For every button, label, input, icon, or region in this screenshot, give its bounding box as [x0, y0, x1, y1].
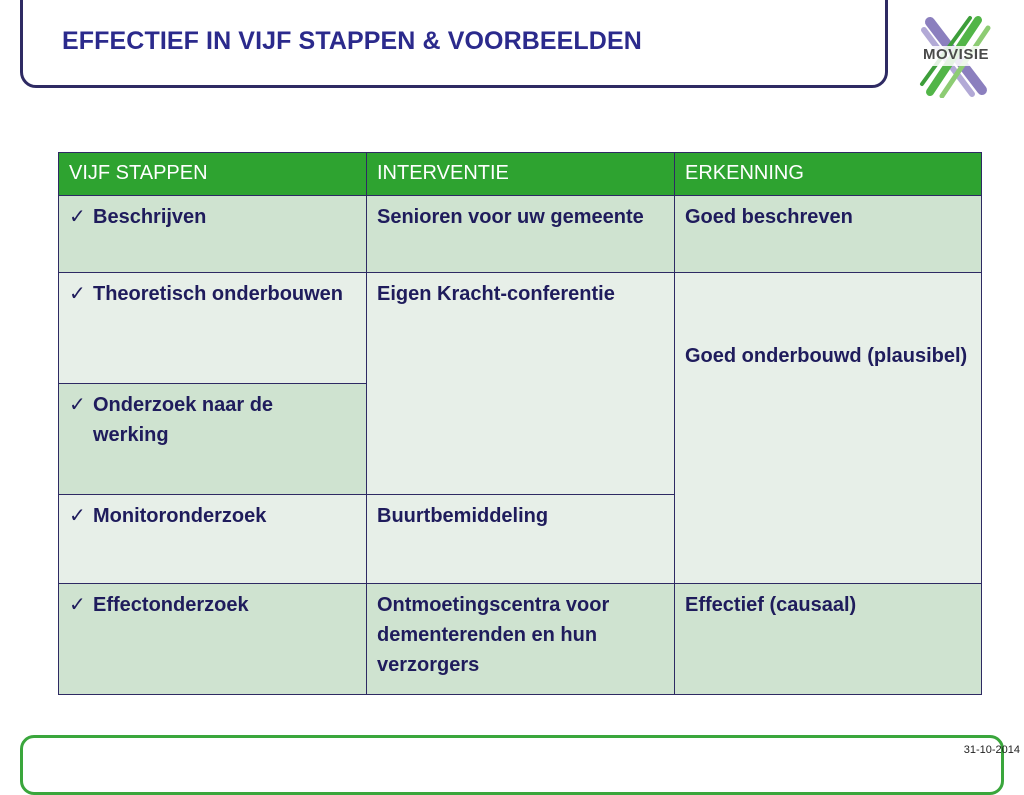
- footer-frame: [20, 735, 1004, 795]
- check-icon: ✓: [69, 594, 86, 616]
- table-header-row: [59, 153, 982, 196]
- header-vijf-stappen: VIJF STAPPEN: [59, 153, 367, 196]
- step-cell: [59, 495, 367, 584]
- intervention-cell: Buurtbemiddeling: [367, 495, 675, 584]
- steps-table: [58, 152, 982, 695]
- step-cell: [59, 273, 367, 384]
- check-icon: ✓: [69, 206, 86, 228]
- logo-text: MOVISIE: [922, 46, 989, 63]
- intervention-cell: Ontmoetingscentra voor dementerenden en hun verzorgers: [367, 584, 675, 695]
- header-erkenning: ERKENNING: [675, 153, 982, 196]
- movisie-logo: [908, 14, 1004, 98]
- intervention-cell: Senioren voor uw gemeente: [367, 196, 675, 273]
- step-cell: [59, 196, 367, 273]
- step-label: Onderzoek naar de werking: [93, 394, 274, 446]
- step-label: Theoretisch onderbouwen: [93, 283, 344, 305]
- table-row: [59, 273, 982, 384]
- step-label: Effectonderzoek: [93, 594, 249, 616]
- recognition-cell: Effectief (causaal): [675, 584, 982, 695]
- check-icon: ✓: [69, 394, 86, 416]
- header-interventie: INTERVENTIE: [367, 153, 675, 196]
- slide-date: 31-10-2014: [963, 744, 1020, 756]
- step-cell: [59, 384, 367, 495]
- step-cell: [59, 584, 367, 695]
- table-row: [59, 196, 982, 273]
- recognition-cell: Goed onderbouwd (plausibel): [675, 273, 982, 584]
- step-label: Beschrijven: [93, 206, 207, 228]
- table-row: [59, 584, 982, 695]
- slide-title: EFFECTIEF IN VIJF STAPPEN & VOORBEELDEN: [62, 27, 642, 55]
- recognition-cell: Goed beschreven: [675, 196, 982, 273]
- check-icon: ✓: [69, 283, 86, 305]
- intervention-cell: Eigen Kracht-conferentie: [367, 273, 675, 495]
- check-icon: ✓: [69, 505, 86, 527]
- step-label: Monitoronderzoek: [93, 505, 267, 527]
